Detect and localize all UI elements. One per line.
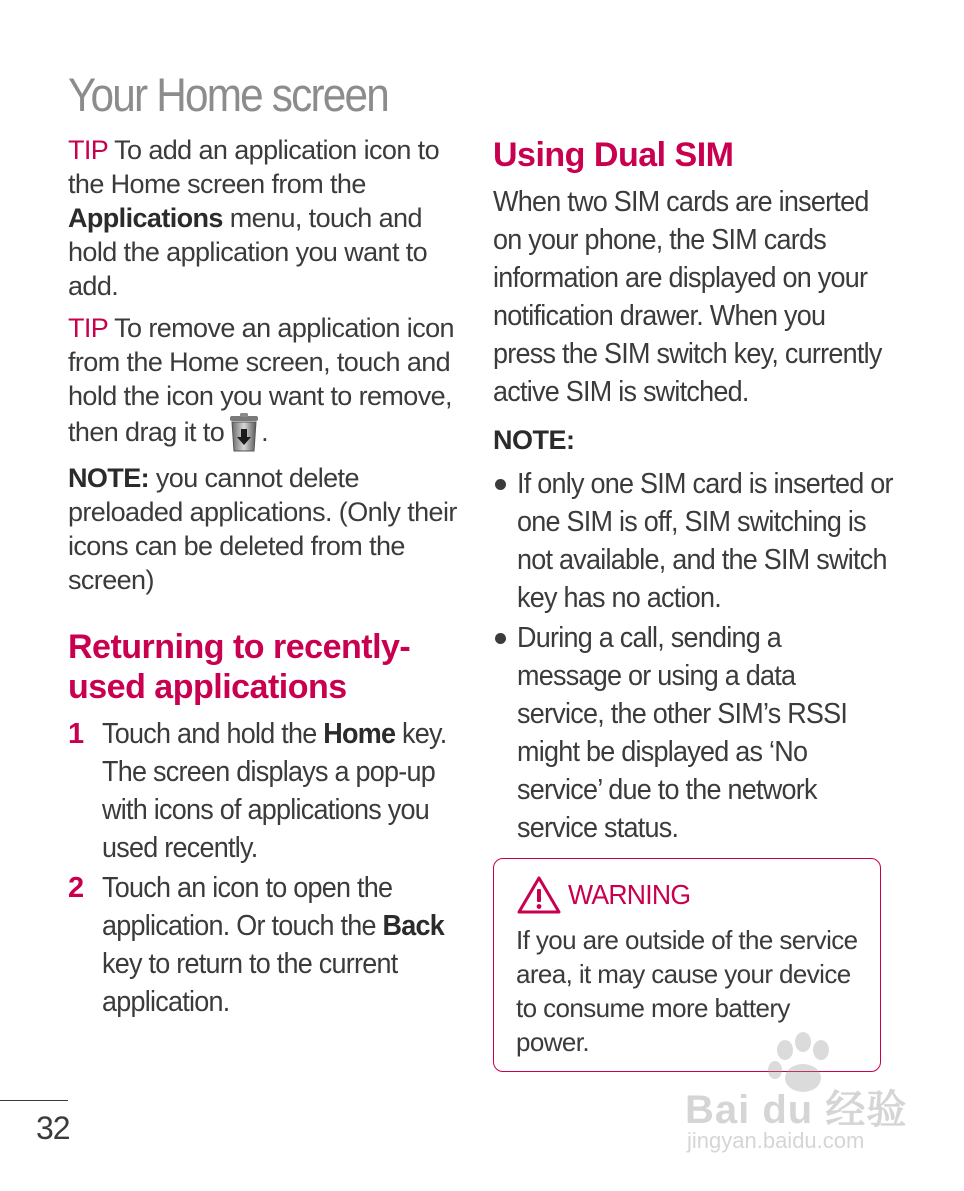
page-number: 32 [36,1110,70,1146]
note-cannot-delete [68,461,468,597]
warning-text: If you are outside of the service area, it may cause your device to consume more battery power. [516,925,858,1057]
applications-term: Applications [68,203,223,233]
right-column [493,133,893,847]
warning-triangle-icon [516,875,562,915]
step-text-after: key to return to the current application. [102,948,398,1018]
dual-sim-heading: Using Dual SIM [493,136,734,174]
trash-can-icon [227,413,261,453]
back-key-term: Back [382,910,445,942]
step-text [102,715,455,867]
bullet-item [493,465,893,617]
baidu-watermark [685,1020,915,1160]
bullet-text: During a call, sending a message or using a data service, the other SIM’s RSSI might be displayed as ‘No service’ due to the network service status. [517,622,848,844]
tip-remove-icon [68,311,468,453]
watermark-brand: Bai du 经验 [685,1088,908,1132]
step-text-before: Touch an icon to open the application. Or touch the [102,872,393,942]
step-text-before: Touch and hold the [102,718,324,750]
tip-text-after: menu, touch and hold the application you want to add. [68,203,428,301]
step-text-after: key. The screen displays a pop-up with icons of applications you used recently. [102,718,447,864]
recent-apps-heading: Returning to recently-used applications [68,628,411,706]
tip-label: TIP [68,313,108,343]
tip-end: . [261,417,269,447]
warning-label: WARNING [568,879,691,910]
tip-text: To remove an application icon from the Home screen, touch and hold the icon you want to remove, then drag it to [68,313,454,447]
steps-list [68,715,468,1021]
page-footer-rule [0,1100,68,1101]
step-number: 1 [68,718,84,750]
bullet-dot [495,479,506,490]
step-item [68,715,468,867]
step-number: 2 [68,872,84,904]
bullet-dot [495,633,506,644]
home-key-term: Home [323,718,396,750]
tip-add-icon [68,133,468,303]
step-text [102,869,455,1021]
left-column [68,133,468,1021]
note-text: you cannot delete preloaded applications. (Only their icons can be deleted from the screen) [68,463,457,595]
bullet-item [493,619,893,847]
dual-sim-bullets [493,465,893,847]
dual-sim-body: When two SIM cards are inserted on your phone, the SIM cards information are displayed on your notification drawer. When you press the SIM switch key, currently active SIM is switched. [493,186,882,408]
tip-text: To add an application icon to the Home screen from the [68,135,439,199]
watermark-url: jingyan.baidu.com [687,1128,865,1153]
warning-header [516,875,697,915]
step-item [68,869,468,1021]
page-title: Your Home screen [68,68,388,121]
bullet-text: If only one SIM card is inserted or one SIM is off, SIM switching is not available, and the SIM switch key has no action. [517,468,893,614]
note-label: NOTE: [68,463,149,493]
dual-sim-note-label: NOTE: [493,425,575,455]
tip-label: TIP [68,135,108,165]
